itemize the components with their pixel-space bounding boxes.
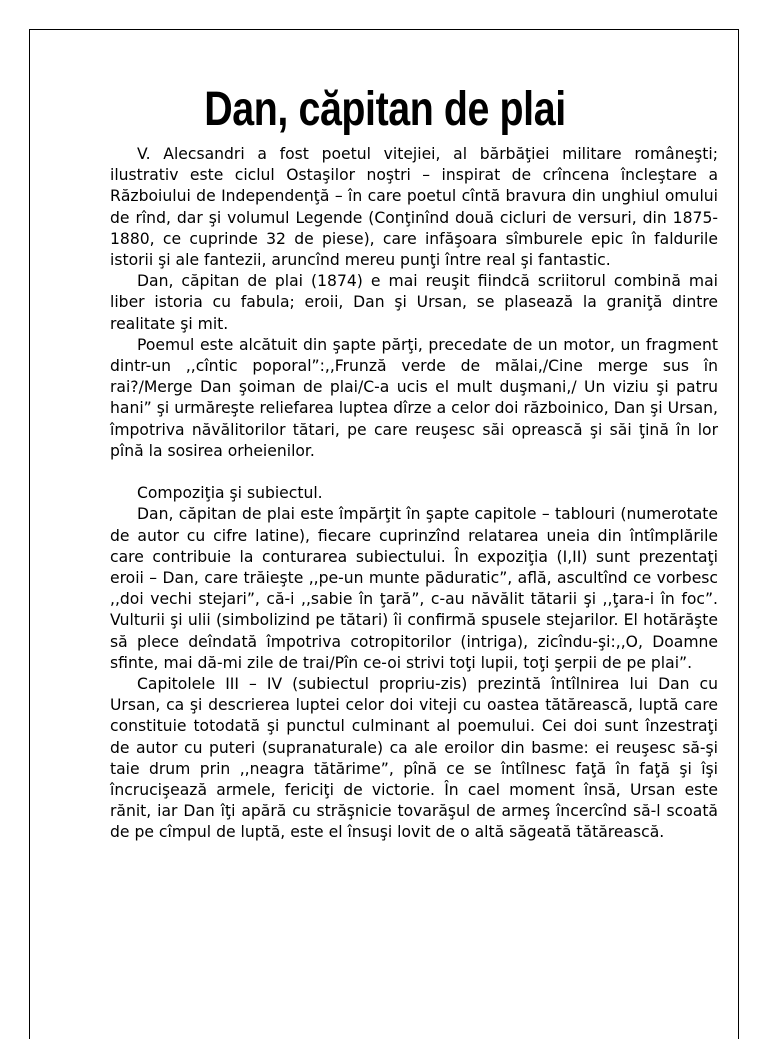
section-heading-composition: Compoziţia şi subiectul. [137,484,323,503]
paragraph-poem-structure: Poemul este alcătuit din şapte părţi, precedate de un motor, un fragment dintr-un ,,cîntic poporal”:,,Frunză verde de mălai,/Cine merge sus în rai?/Merge Dan şoiman de plai/C-a ucis el mult duşmani,/ Un viziu şi patru hani” şi urmăreşte reliefarea luptea dîrze a celor doi războinico, Dan şi Ursan, împotriva năvălitorilor tătari, pe care reuşesc săi oprească şi săi ţină în lor pînă la sosirea orheienilor. [110,335,718,460]
paragraph-intro: V. Alecsandri a fost poetul vitejiei, al bărbăţiei militare româneşti; ilustrativ este ciclul Ostaşilor noştri – inspirat de crîncena încleştare a Războiului de Independenţă – în care poetul cîntă bravura din unghiul omului de rînd, dar şi volumul Legende (Conţinînd două cicluri de versuri, din 1875-1880, ce cuprinde 32 de piese), care infăşoara sîmburele epic în faldurile istorii şi ale fantezii, aruncînd mereu punţi între real şi fantastic. [110,145,718,270]
paragraph-dan-overview: Dan, căpitan de plai (1874) e mai reuşit fiindcă scriitorul combină mai liber istoria cu fabula; eroii, Dan şi Ursan, se plasează la graniţă dintre realitate şi mit. [110,272,718,333]
document-page [29,29,739,1039]
paragraph-chapters-iii-iv: Capitolele III – IV (subiectul propriu-zis) prezintă întîlnirea lui Dan cu Ursan, ca şi descrierea luptei celor doi viteji cu oastea tătărească, luptă care constituie totodată şi punctul culminant al poemului. Cei doi sunt înzestraţi de autor cu puteri (supranaturale) ca ale eroilor din basme: ei reuşesc să-şi taie drum prin ,,neagra tătărime”, pînă ce se întîlnesc faţă în faţă şi îşi încrucişează armele, fericiţi de victorie. În cael moment însă, Ursan este rănit, iar Dan îţi apără cu străşnicie tovarăşul de armeş încercînd să-l scoată de pe cîmpul de luptă, este el însuşi lovit de o altă săgeată tătărească. [110,675,718,842]
document-title: Dan, căpitan de plai [204,83,566,136]
document-body [110,144,718,844]
paragraph-exposition: Dan, căpitan de plai este împărţit în şapte capitole – tablouri (numerotate de autor cu cifre latine), fiecare cuprinzînd relatarea uneia din întîmplările care contribuie la conturarea subiectului. În expoziţia (I,II) sunt prezentaţi eroii – Dan, care trăieşte ,,pe-un munte păduratic”, află, ascultînd ce vorbesc ,,doi vechi stejari”, că-i ,,sabie în ţară”, c-au năvălit tătarii şi ,,ţara-i în foc”. Vulturii şi ulii (simbolizind pe tătari) îi confirmă spusele stejarilor. El hotărăşte să plece deîndată împotriva cotropitorilor (intriga), zicîndu-şi:,,O, Doamne sfinte, mai dă-mi zile de trai/Pîn ce-oi strivi toţi lupii, toţi şerpii de pe plai”. [110,505,718,672]
